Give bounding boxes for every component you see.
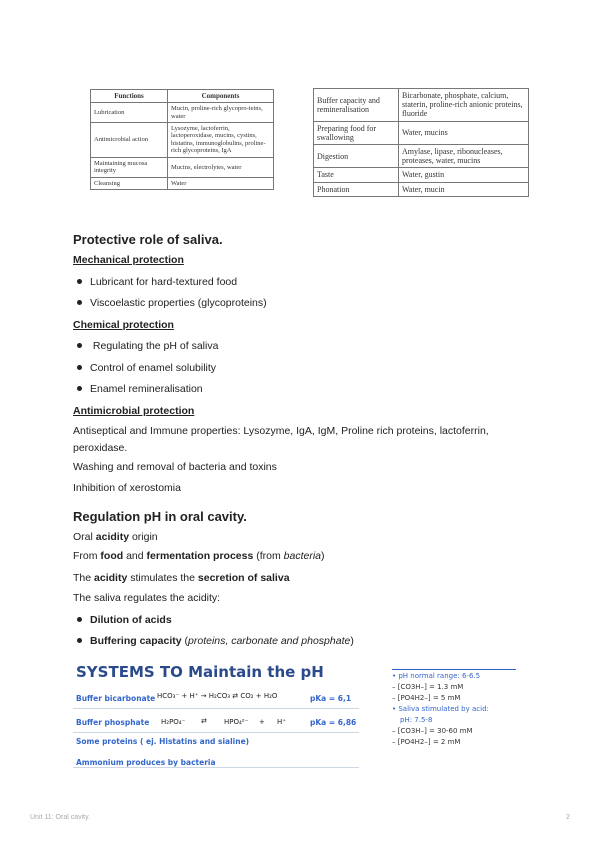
table-row [314,144,529,167]
text: (from [253,550,284,562]
subsection-title-antimicrobial: Antimicrobial protection [73,405,195,417]
phosphate-base: HPO₄²⁻ [224,718,249,726]
note-line: – [PO4H2–] = 2 mM [392,738,461,746]
text: ) [350,635,354,647]
paragraph-acidity-origin [73,529,158,546]
table-cell: Antimicrobial action [91,122,168,157]
table-cell: Phonation [314,182,399,196]
paragraph-antimicrobial: Antiseptical and Immune properties: Lysozyme, IgA, IgM, Proline rich proteins, lactoferrin, peroxidase. [73,425,489,454]
saliva-functions-table-continued [313,88,529,197]
note-line: – [CO3H–] = 1.3 mM [392,683,464,691]
text: The [73,572,95,584]
list-item-text: Viscoelastic properties (glycoproteins) [90,297,267,309]
table-header: Functions [91,90,168,103]
text-bold: acidity [95,531,130,543]
table-cell: Taste [314,168,399,182]
bullet-icon [77,300,82,305]
section-title-regulation: Regulation pH in oral cavity. [73,509,247,524]
table-header-row [91,90,274,103]
ph-notes [392,671,489,748]
text-italic: bacteria [283,550,322,562]
table-cell: Cleansing [91,177,168,189]
list-item [77,340,218,352]
text: stimulates the [127,572,198,584]
table-cell: Lysozyme, lactoferrin, lactoperoxidase, mucins, cystins, histatins, immunoglobulins, proline-rich glycoproteins, IgA [168,122,274,157]
list-item [77,297,267,309]
ph-systems-slide [73,660,533,770]
divider [73,767,359,768]
page-number: 2 [566,814,570,821]
table-cell: Preparing food for swallowing [314,121,399,144]
divider [73,732,359,733]
paragraph-inhibition: Inhibition of xerostomia [73,482,181,494]
text-bold: secretion of saliva [197,572,290,584]
section-title-protective: Protective role of saliva. [73,232,223,247]
table-cell: Lubrication [91,103,168,123]
note-line: • Saliva stimulated by acid: [392,705,489,713]
table-cell: Digestion [314,144,399,167]
table-cell: Water, mucin [399,182,529,196]
table-row [91,103,274,123]
list-item [77,276,237,288]
proton: H⁺ [277,718,286,726]
text: ( [181,635,189,647]
bullet-icon [77,279,82,284]
bicarbonate-equation: HCO₃⁻ + H⁺ → H₂CO₃ ⇄ CO₂ + H₂O [157,692,278,700]
text: Oral [73,531,96,543]
list-item [77,362,216,374]
table-row [314,89,529,122]
text: and [123,550,147,562]
bullet-icon [77,386,82,391]
list-item-text: Lubricant for hard-textured food [90,276,238,288]
bicarbonate-pka: pKa = 6,1 [310,694,352,703]
paragraph-source [73,548,325,565]
buffer-bicarbonate-label: Buffer bicarbonate [76,694,156,703]
note-line: – [PO4H2–] = 5 mM [392,694,461,702]
list-item [77,614,172,626]
table-cell: Maintaining mucosa integrity [91,157,168,177]
note-line: pH: 7.5-8 [400,716,433,724]
paragraph-stimulation [73,570,290,587]
list-item-text: Dilution of acids [90,614,172,626]
table-row [314,182,529,196]
bullet-icon [77,365,82,370]
list-item-text: Control of enamel solubility [90,362,217,374]
table-row [314,168,529,182]
phosphate-acid: H₂PO₄⁻ [161,718,186,726]
bullet-icon [77,638,82,643]
equilibrium-arrow-icon: ⇄ [201,717,207,725]
table-cell: Amylase, lipase, ribonucleases, proteases, water, mucins [399,144,529,167]
bullet-icon [77,343,82,348]
proteins-label: Some proteins ( ej. Histatins and sialine) [76,737,250,746]
slide-title: SYSTEMS TO Maintain the pH [76,663,324,681]
table-row [91,157,274,177]
table-cell: Bicarbonate, phosphate, calcium, staterin, proline-rich anionic proteins, fluoride [399,89,529,122]
table-cell: Water, mucins [399,121,529,144]
note-line: • pH normal range: 6-6.5 [392,672,481,680]
table-row [91,122,274,157]
subsection-title-mechanical: Mechanical protection [73,254,184,266]
text: From [73,550,101,562]
table-row [91,177,274,189]
buffer-phosphate-label: Buffer phosphate [76,718,150,727]
footer-unit-title: Unit 11: Oral cavity. [30,814,91,821]
subsection-title-chemical: Chemical protection [73,319,174,331]
phosphate-pka: pKa = 6,86 [310,718,357,727]
text-bold: acidity [94,572,128,584]
divider [73,708,359,709]
text-italic: proteins, carbonate and phosphate [188,635,351,647]
list-item [77,383,203,395]
divider [392,669,516,670]
list-item-text: Enamel remineralisation [90,383,203,395]
bullet-icon [77,617,82,622]
table-header: Components [168,90,274,103]
text-bold: food [100,550,124,562]
text-bold: fermentation process [146,550,254,562]
saliva-functions-table [90,89,274,190]
table-cell: Water, gustin [399,168,529,182]
table-cell: Buffer capacity and remineralisation [314,89,399,122]
paragraph-regulates: The saliva regulates the acidity: [73,592,221,604]
text: ) [321,550,325,562]
list-item [77,635,354,647]
text-bold: Buffering capacity [90,635,182,647]
table-cell: Mucin, proline-rich glycopro-teins, water [168,103,274,123]
list-item-text: Regulating the pH of saliva [90,340,219,352]
plus-sign: + [259,718,265,726]
text: origin [129,531,158,543]
table-row [314,121,529,144]
table-cell: Water [168,177,274,189]
note-line: – [CO3H–] = 30-60 mM [392,727,473,735]
paragraph-washing: Washing and removal of bacteria and toxins [73,461,277,473]
table-cell: Mucins, electrolytes, water [168,157,274,177]
ammonium-label: Ammonium produces by bacteria [76,758,216,767]
